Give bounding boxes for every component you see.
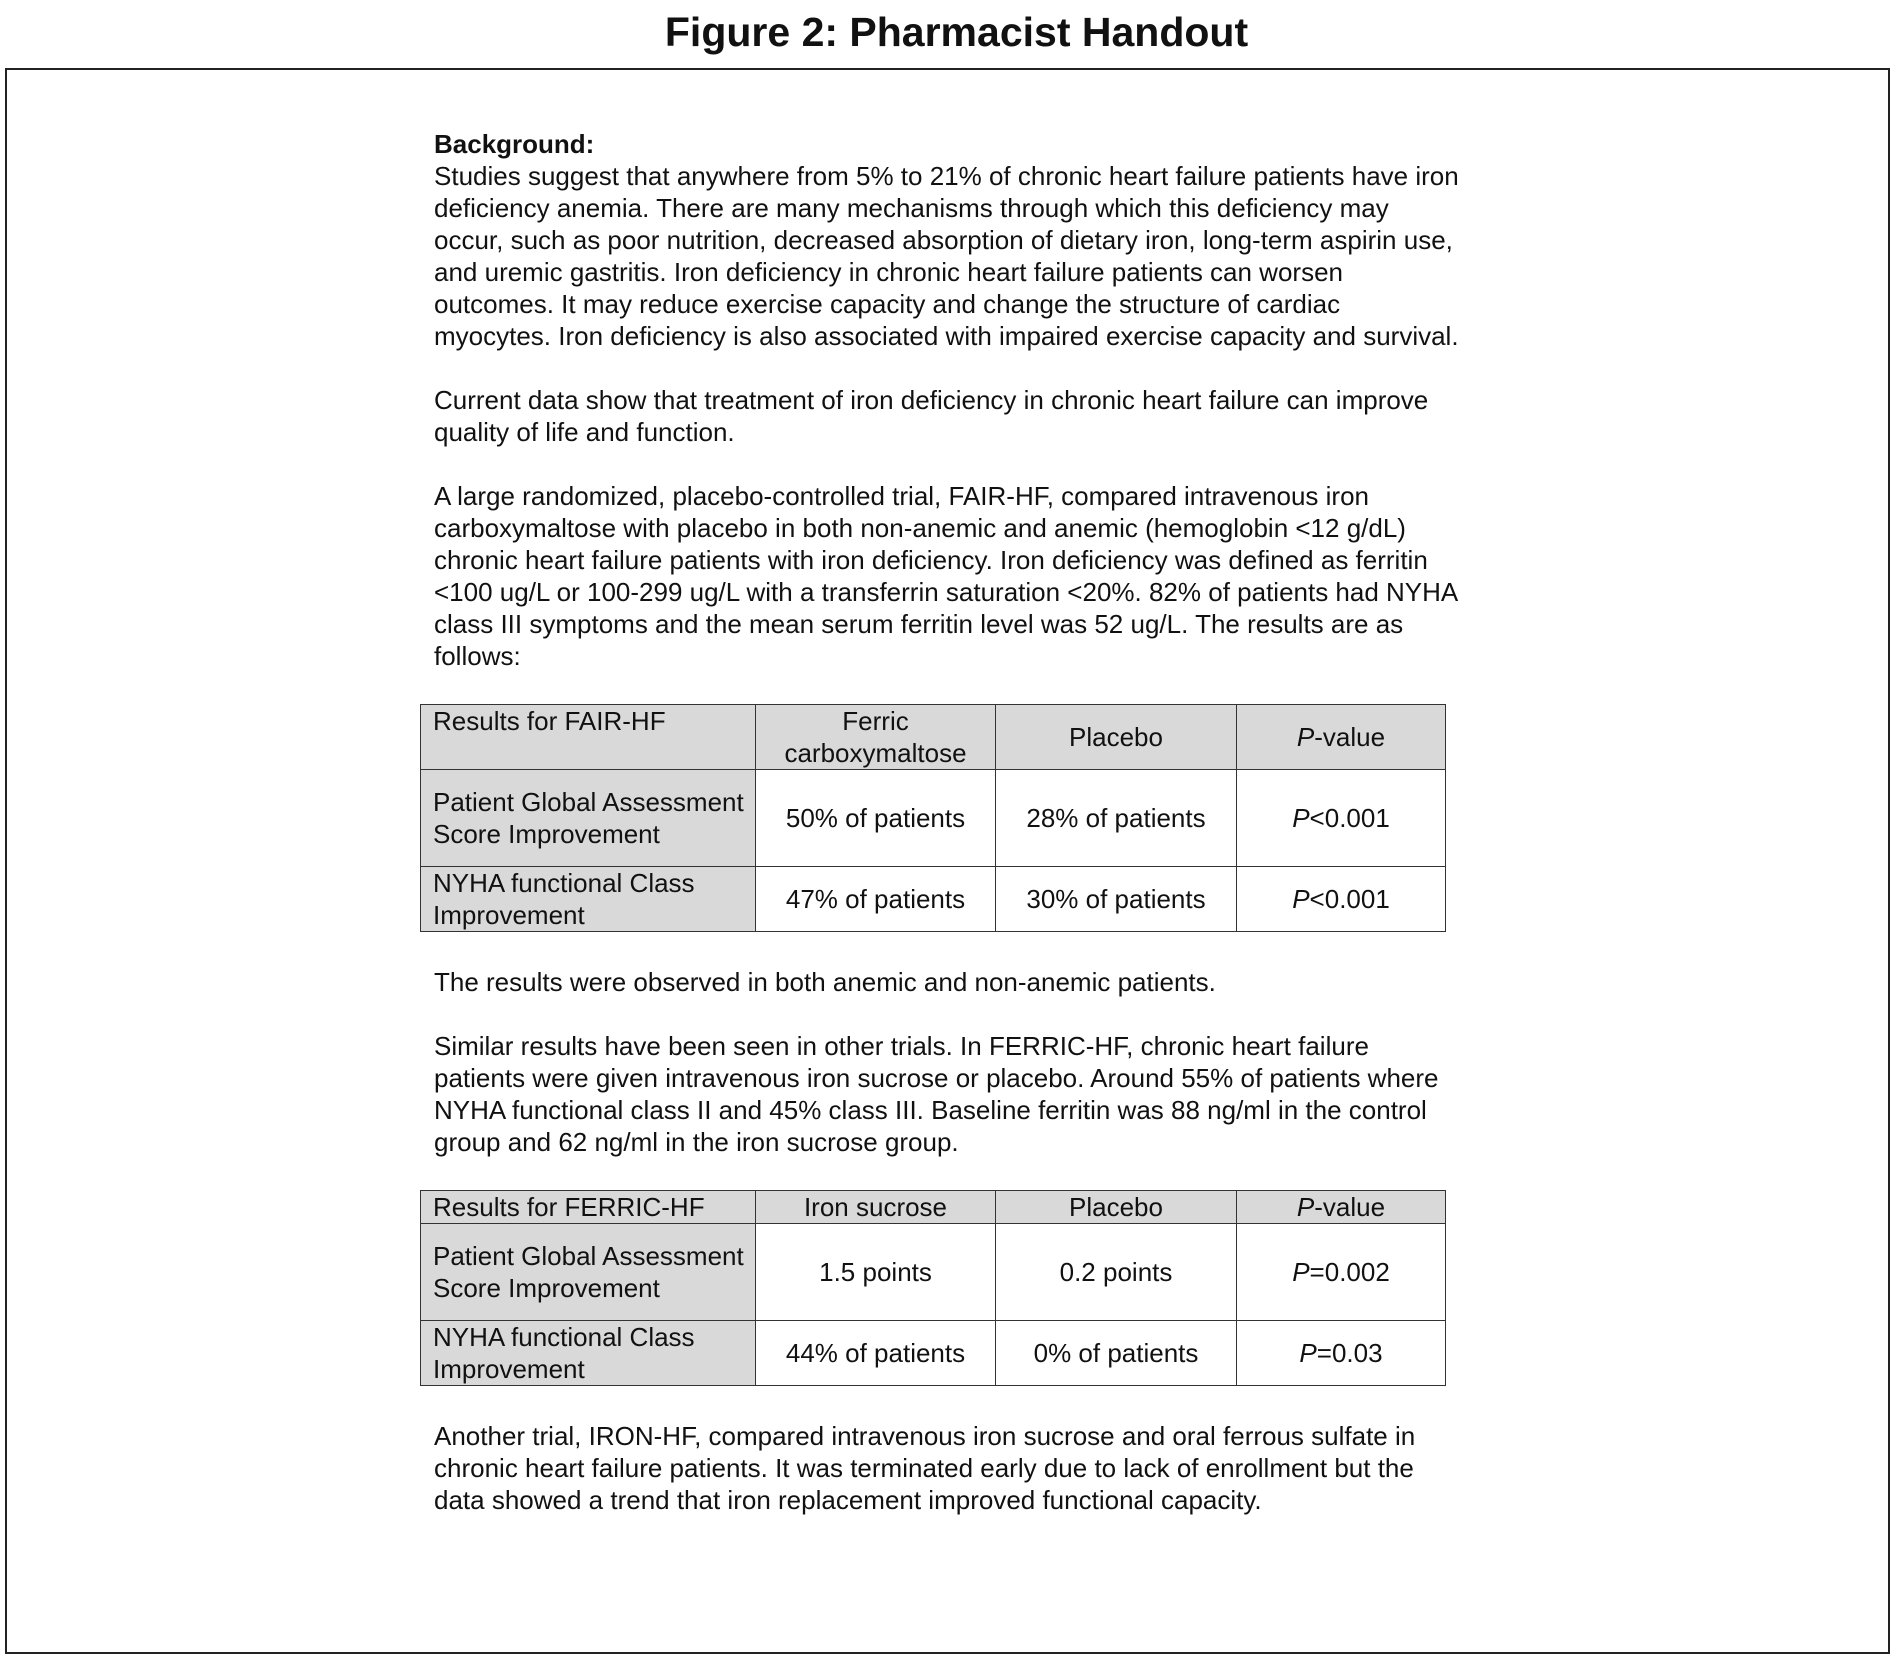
p-italic: P bbox=[1292, 803, 1310, 833]
column-header-results: Results for FAIR-HF bbox=[421, 705, 756, 770]
column-header-p-value bbox=[1237, 1191, 1446, 1224]
fair-hf-results-table bbox=[420, 704, 1446, 932]
column-header-treatment: Iron sucrose bbox=[756, 1191, 996, 1224]
placebo-cell: 0% of patients bbox=[996, 1321, 1237, 1386]
row-label: NYHA functional Class Improvement bbox=[421, 867, 756, 932]
treatment-cell: 44% of patients bbox=[756, 1321, 996, 1386]
placebo-cell: 28% of patients bbox=[996, 770, 1237, 867]
table-row bbox=[421, 1224, 1446, 1321]
p-italic: P bbox=[1292, 1257, 1310, 1287]
p-italic: P bbox=[1296, 722, 1315, 752]
row-label: NYHA functional Class Improvement bbox=[421, 1321, 756, 1386]
column-header-p-value bbox=[1237, 705, 1446, 770]
table-header-row bbox=[421, 1191, 1446, 1224]
ferric-hf-paragraph: Similar results have been seen in other trials. In FERRIC-HF, chronic heart failure patients were given intravenous iron sucrose or placebo. Around 55% of patients where NYHA functional class II and 45% class III. Baseline ferritin was 88 ng/ml in the control group and 62 ng/ml in the iron sucrose group. bbox=[434, 1031, 1439, 1157]
p-value-cell bbox=[1237, 1321, 1446, 1386]
treatment-cell: 1.5 points bbox=[756, 1224, 996, 1321]
p-value-suffix: -value bbox=[1314, 722, 1386, 752]
column-header-placebo: Placebo bbox=[996, 705, 1237, 770]
row-label: Patient Global Assessment Score Improvement bbox=[421, 1224, 756, 1321]
p-value-cell bbox=[1237, 770, 1446, 867]
p-value-cell bbox=[1237, 867, 1446, 932]
p-italic: P bbox=[1299, 1338, 1317, 1368]
background-heading: Background: bbox=[434, 129, 595, 159]
table-row bbox=[421, 1321, 1446, 1386]
p-value: <0.001 bbox=[1309, 803, 1390, 833]
p-italic: P bbox=[1296, 1192, 1315, 1222]
table-row bbox=[421, 770, 1446, 867]
table-header-row bbox=[421, 705, 1446, 770]
column-header-results: Results for FERRIC-HF bbox=[421, 1191, 756, 1224]
row-label: Patient Global Assessment Score Improvement bbox=[421, 770, 756, 867]
column-header-placebo: Placebo bbox=[996, 1191, 1237, 1224]
p-value: =0.002 bbox=[1309, 1257, 1390, 1287]
background-paragraph-1: Studies suggest that anywhere from 5% to 21% of chronic heart failure patients have iron deficiency anemia. There are many mechanisms through which this deficiency may occur, such as poor nutrition, decreased absorption of dietary iron, long-term aspirin use, and uremic gastritis. Iron deficiency in chronic heart failure patients can worsen outcomes. It may reduce exercise capacity and change the structure of cardiac myocytes. Iron deficiency is also associated with impaired exercise capacity and survival. bbox=[434, 161, 1459, 351]
placebo-cell: 30% of patients bbox=[996, 867, 1237, 932]
p-value: <0.001 bbox=[1309, 884, 1390, 914]
results-note-paragraph: The results were observed in both anemic and non-anemic patients. bbox=[434, 967, 1216, 997]
background-paragraph-2: Current data show that treatment of iron deficiency in chronic heart failure can improve quality of life and function. bbox=[434, 385, 1429, 447]
fair-hf-paragraph: A large randomized, placebo-controlled trial, FAIR-HF, compared intravenous iron carboxymaltose with placebo in both non-anemic and anemic (hemoglobin <12 g/dL) chronic heart failure patients with iron deficiency. Iron deficiency was defined as ferritin <100 ug/L or 100-299 ug/L with a transferrin saturation <20%. 82% of patients had NYHA class III symptoms and the mean serum ferritin level was 52 ug/L. The results are as follows: bbox=[434, 481, 1457, 671]
handout-content bbox=[434, 128, 1464, 1516]
ferric-hf-results-table bbox=[420, 1190, 1446, 1386]
p-value-cell bbox=[1237, 1224, 1446, 1321]
figure-title: Figure 2: Pharmacist Handout bbox=[664, 9, 1249, 55]
p-value-suffix: -value bbox=[1314, 1192, 1386, 1222]
column-header-treatment: Ferric carboxymaltose bbox=[756, 705, 996, 770]
iron-hf-paragraph: Another trial, IRON-HF, compared intravenous iron sucrose and oral ferrous sulfate in chronic heart failure patients. It was terminated early due to lack of enrollment but the data showed a trend that iron replacement improved functional capacity. bbox=[434, 1421, 1416, 1515]
treatment-cell: 47% of patients bbox=[756, 867, 996, 932]
p-value: =0.03 bbox=[1316, 1338, 1383, 1368]
p-italic: P bbox=[1292, 884, 1310, 914]
treatment-cell: 50% of patients bbox=[756, 770, 996, 867]
placebo-cell: 0.2 points bbox=[996, 1224, 1237, 1321]
table-row bbox=[421, 867, 1446, 932]
